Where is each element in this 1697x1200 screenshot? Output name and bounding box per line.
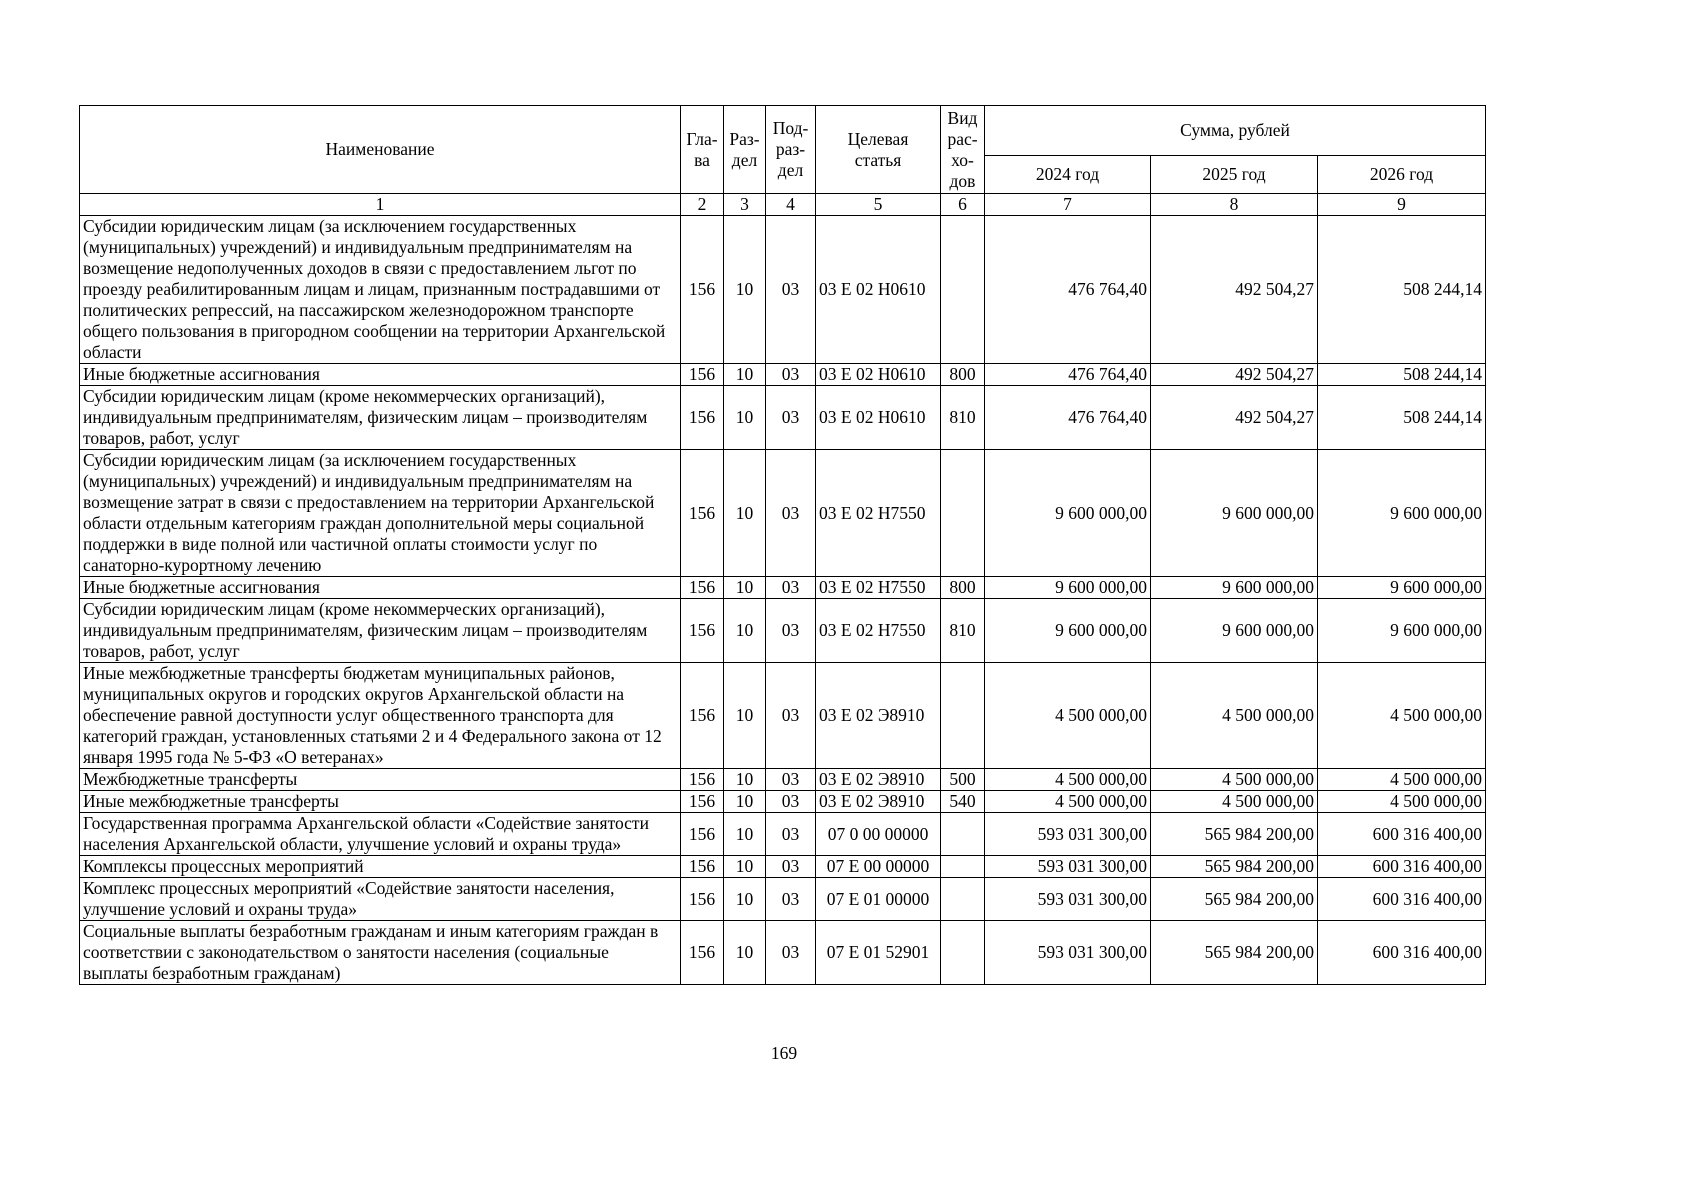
row-name: Субсидии юридическим лицам (кроме некоммерческих организаций), индивидуальным предпринимателям, физическим лицам – производителям товаров, работ, услуг <box>80 386 681 450</box>
row-glava: 156 <box>681 921 724 985</box>
row-name: Иные межбюджетные трансферты бюджетам муниципальных районов, муниципальных округов и городских округов Архангельской области на обеспечение равной доступности услуг общественного транспорта для категорий граждан, установленных статьями 2 и 4 Федерального закона от 12 января 1995 года № 5-ФЗ «О ветеранах» <box>80 663 681 769</box>
row-vid: 500 <box>941 769 985 791</box>
table-body <box>80 216 1486 985</box>
row-podrazdel: 03 <box>766 386 816 450</box>
row-glava: 156 <box>681 599 724 663</box>
row-amount-2024: 593 031 300,00 <box>985 878 1151 921</box>
table-row <box>80 364 1486 386</box>
row-target: 03 Е 02 Н7550 <box>816 450 941 577</box>
row-amount-2026: 4 500 000,00 <box>1318 663 1486 769</box>
row-vid: 800 <box>941 364 985 386</box>
row-amount-2026: 9 600 000,00 <box>1318 599 1486 663</box>
column-number: 5 <box>816 194 941 216</box>
row-amount-2024: 9 600 000,00 <box>985 450 1151 577</box>
row-vid <box>941 216 985 364</box>
row-target: 07 Е 01 52901 <box>816 921 941 985</box>
table-row <box>80 921 1486 985</box>
budget-table <box>79 105 1486 985</box>
column-number: 3 <box>724 194 766 216</box>
row-amount-2025: 9 600 000,00 <box>1151 450 1318 577</box>
row-podrazdel: 03 <box>766 856 816 878</box>
header-name: Наименование <box>80 106 681 194</box>
row-vid <box>941 663 985 769</box>
header-year-2024: 2024 год <box>985 156 1151 194</box>
row-razdel: 10 <box>724 791 766 813</box>
table-row <box>80 577 1486 599</box>
row-glava: 156 <box>681 769 724 791</box>
row-amount-2024: 4 500 000,00 <box>985 663 1151 769</box>
row-podrazdel: 03 <box>766 813 816 856</box>
row-glava: 156 <box>681 216 724 364</box>
row-glava: 156 <box>681 856 724 878</box>
row-amount-2025: 9 600 000,00 <box>1151 577 1318 599</box>
row-target: 03 Е 02 Э8910 <box>816 791 941 813</box>
row-amount-2024: 4 500 000,00 <box>985 769 1151 791</box>
row-podrazdel: 03 <box>766 450 816 577</box>
row-amount-2025: 492 504,27 <box>1151 386 1318 450</box>
row-razdel: 10 <box>724 921 766 985</box>
row-razdel: 10 <box>724 813 766 856</box>
column-number: 4 <box>766 194 816 216</box>
row-name: Межбюджетные трансферты <box>80 769 681 791</box>
table-row <box>80 813 1486 856</box>
row-podrazdel: 03 <box>766 599 816 663</box>
row-razdel: 10 <box>724 450 766 577</box>
row-vid <box>941 878 985 921</box>
row-razdel: 10 <box>724 663 766 769</box>
row-name: Социальные выплаты безработным гражданам и иным категориям граждан в соответствии с законодательством о занятости населения (социальные выплаты безработным гражданам) <box>80 921 681 985</box>
row-glava: 156 <box>681 577 724 599</box>
row-amount-2025: 4 500 000,00 <box>1151 769 1318 791</box>
column-number: 2 <box>681 194 724 216</box>
row-glava: 156 <box>681 878 724 921</box>
row-amount-2026: 600 316 400,00 <box>1318 856 1486 878</box>
header-target: Целевая статья <box>816 106 941 194</box>
row-amount-2024: 593 031 300,00 <box>985 921 1151 985</box>
table-row <box>80 216 1486 364</box>
row-razdel: 10 <box>724 599 766 663</box>
row-name: Иные бюджетные ассигнования <box>80 364 681 386</box>
row-vid <box>941 813 985 856</box>
row-name: Государственная программа Архангельской области «Содействие занятости населения Архангельской области, улучшение условий и охраны труда» <box>80 813 681 856</box>
row-amount-2024: 476 764,40 <box>985 386 1151 450</box>
header-year-2026: 2026 год <box>1318 156 1486 194</box>
row-podrazdel: 03 <box>766 769 816 791</box>
row-name: Комплекс процессных мероприятий «Содействие занятости населения, улучшение условий и охраны труда» <box>80 878 681 921</box>
row-amount-2025: 565 984 200,00 <box>1151 921 1318 985</box>
header-vid: Вид рас- хо- дов <box>941 106 985 194</box>
table-row <box>80 856 1486 878</box>
row-amount-2024: 9 600 000,00 <box>985 599 1151 663</box>
header-glava: Гла- ва <box>681 106 724 194</box>
row-target: 03 Е 02 Э8910 <box>816 769 941 791</box>
row-amount-2024: 4 500 000,00 <box>985 791 1151 813</box>
row-amount-2025: 492 504,27 <box>1151 364 1318 386</box>
column-number: 7 <box>985 194 1151 216</box>
row-amount-2024: 476 764,40 <box>985 216 1151 364</box>
column-number: 9 <box>1318 194 1486 216</box>
row-name: Субсидии юридическим лицам (кроме некоммерческих организаций), индивидуальным предпринимателям, физическим лицам – производителям товаров, работ, услуг <box>80 599 681 663</box>
row-amount-2026: 600 316 400,00 <box>1318 921 1486 985</box>
page-number: 169 <box>770 1043 798 1063</box>
row-vid <box>941 450 985 577</box>
row-target: 03 Е 02 Н7550 <box>816 577 941 599</box>
row-vid: 540 <box>941 791 985 813</box>
row-glava: 156 <box>681 663 724 769</box>
row-vid: 810 <box>941 599 985 663</box>
row-glava: 156 <box>681 364 724 386</box>
column-number: 1 <box>80 194 681 216</box>
row-podrazdel: 03 <box>766 878 816 921</box>
table-row <box>80 791 1486 813</box>
row-amount-2025: 492 504,27 <box>1151 216 1318 364</box>
row-podrazdel: 03 <box>766 364 816 386</box>
row-target: 03 Е 02 Н7550 <box>816 599 941 663</box>
row-amount-2024: 9 600 000,00 <box>985 577 1151 599</box>
row-razdel: 10 <box>724 856 766 878</box>
row-name: Иные бюджетные ассигнования <box>80 577 681 599</box>
row-name: Иные межбюджетные трансферты <box>80 791 681 813</box>
row-vid <box>941 856 985 878</box>
table-row <box>80 599 1486 663</box>
row-podrazdel: 03 <box>766 791 816 813</box>
row-vid <box>941 921 985 985</box>
row-razdel: 10 <box>724 769 766 791</box>
row-target: 03 Е 02 Э8910 <box>816 663 941 769</box>
table-row <box>80 663 1486 769</box>
table-header <box>80 106 1486 216</box>
row-glava: 156 <box>681 450 724 577</box>
row-amount-2025: 565 984 200,00 <box>1151 813 1318 856</box>
column-number-row <box>80 194 1486 216</box>
row-amount-2025: 565 984 200,00 <box>1151 856 1318 878</box>
row-amount-2026: 4 500 000,00 <box>1318 791 1486 813</box>
row-glava: 156 <box>681 386 724 450</box>
row-name: Субсидии юридическим лицам (за исключением государственных (муниципальных) учреждений) и индивидуальным предпринимателям на возмещение затрат в связи с предоставлением на территории Архангельской области отдельным категориям граждан дополнительной меры социальной поддержки в виде полной или частичной оплаты стоимости услуг по санаторно-курортному лечению <box>80 450 681 577</box>
row-vid: 810 <box>941 386 985 450</box>
table-row <box>80 769 1486 791</box>
row-target: 03 Е 02 Н0610 <box>816 386 941 450</box>
row-amount-2025: 565 984 200,00 <box>1151 878 1318 921</box>
row-glava: 156 <box>681 813 724 856</box>
row-razdel: 10 <box>724 216 766 364</box>
row-glava: 156 <box>681 791 724 813</box>
row-amount-2026: 600 316 400,00 <box>1318 878 1486 921</box>
row-amount-2024: 476 764,40 <box>985 364 1151 386</box>
row-podrazdel: 03 <box>766 663 816 769</box>
row-target: 07 0 00 00000 <box>816 813 941 856</box>
row-target: 03 Е 02 Н0610 <box>816 364 941 386</box>
column-number: 6 <box>941 194 985 216</box>
row-podrazdel: 03 <box>766 577 816 599</box>
header-sum: Сумма, рублей <box>985 106 1486 156</box>
row-amount-2025: 4 500 000,00 <box>1151 663 1318 769</box>
column-number: 8 <box>1151 194 1318 216</box>
row-vid: 800 <box>941 577 985 599</box>
row-podrazdel: 03 <box>766 216 816 364</box>
row-name: Комплексы процессных мероприятий <box>80 856 681 878</box>
row-razdel: 10 <box>724 364 766 386</box>
row-amount-2026: 600 316 400,00 <box>1318 813 1486 856</box>
row-amount-2026: 4 500 000,00 <box>1318 769 1486 791</box>
row-amount-2024: 593 031 300,00 <box>985 813 1151 856</box>
row-amount-2025: 9 600 000,00 <box>1151 599 1318 663</box>
row-amount-2024: 593 031 300,00 <box>985 856 1151 878</box>
row-name: Субсидии юридическим лицам (за исключением государственных (муниципальных) учреждений) и индивидуальным предпринимателям на возмещение недополученных доходов в связи с предоставлением льгот по проезду реабилитированным лицам и лицам, признанным пострадавшими от политических репрессий, на пассажирском железнодорожном транспорте общего пользования в пригородном сообщении на территории Архангельской области <box>80 216 681 364</box>
table-row <box>80 450 1486 577</box>
row-amount-2026: 508 244,14 <box>1318 386 1486 450</box>
row-target: 07 Е 00 00000 <box>816 856 941 878</box>
row-razdel: 10 <box>724 878 766 921</box>
row-razdel: 10 <box>724 386 766 450</box>
header-razdel: Раз- дел <box>724 106 766 194</box>
row-razdel: 10 <box>724 577 766 599</box>
row-amount-2026: 9 600 000,00 <box>1318 450 1486 577</box>
header-year-2025: 2025 год <box>1151 156 1318 194</box>
table-row <box>80 878 1486 921</box>
row-target: 07 Е 01 00000 <box>816 878 941 921</box>
row-amount-2026: 508 244,14 <box>1318 216 1486 364</box>
row-podrazdel: 03 <box>766 921 816 985</box>
table-row <box>80 386 1486 450</box>
row-amount-2026: 508 244,14 <box>1318 364 1486 386</box>
row-amount-2026: 9 600 000,00 <box>1318 577 1486 599</box>
header-podrazdel: Под- раз- дел <box>766 106 816 194</box>
row-target: 03 Е 02 Н0610 <box>816 216 941 364</box>
row-amount-2025: 4 500 000,00 <box>1151 791 1318 813</box>
